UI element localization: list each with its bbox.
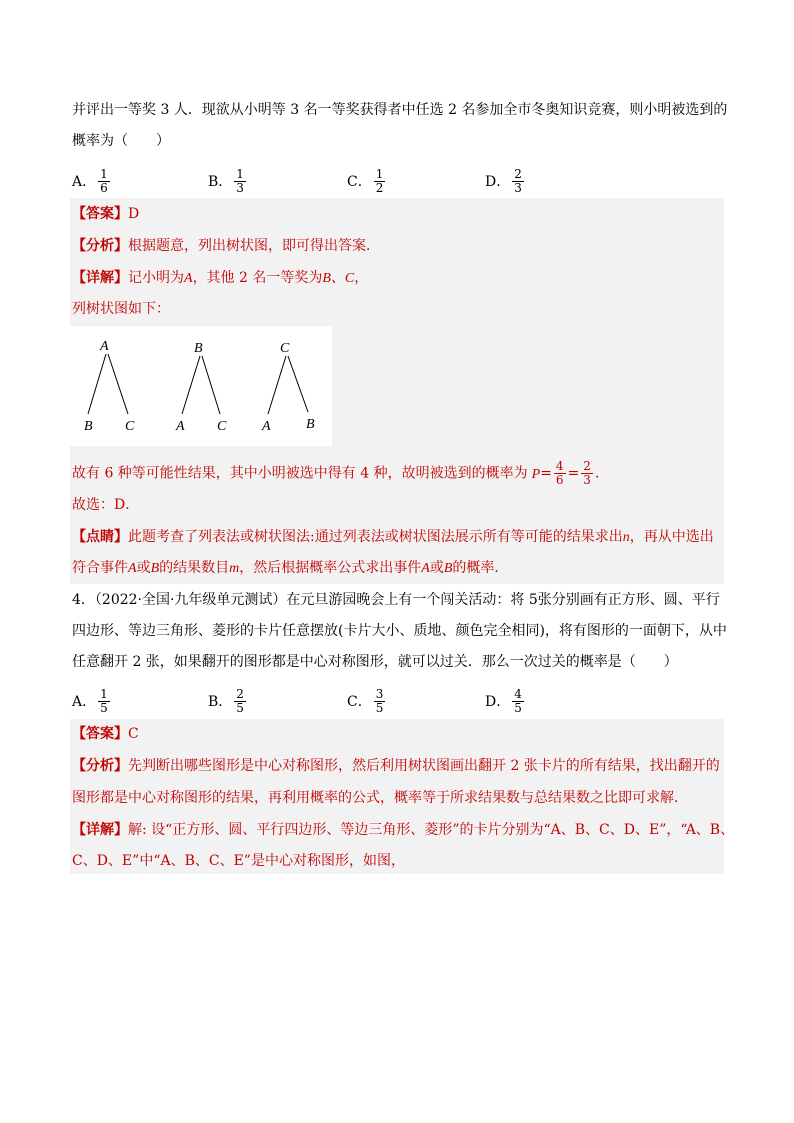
fraction: $\frac{1}{2}$ [375,167,384,195]
q3-comment-line1: 【点睛】此题考查了列表法或树状图法:通过列表法或树状图法展示所有等可能的结果求出n，再从中选出 [72,529,714,545]
fraction: $\frac{2}{5}$ [236,687,244,715]
fraction: $\frac{2}{3}$ [583,459,591,487]
q3-stem-line2: 概率为（ ） [72,133,170,149]
q3-analysis: 【分析】根据题意，列出树状图，即可得出答案． [72,238,380,254]
q4-detail-line2: C、D、E”中“A、B、C、E”是中心对称图形，如图， [72,853,405,869]
q3-tree-intro: 列树状图如下： [72,301,170,317]
fraction: $\frac{4}{5}$ [514,687,522,715]
q4-stem-line1: 4．（2022·全国·九年级单元测试）在元旦游园晚会上有一个闯关活动：将 5张分别画有正方形、圆、平行 [72,592,720,608]
q4-answer: 【答案】C [72,726,139,742]
tree-2-left: A [176,419,185,434]
q4-detail-line1: 【详解】解: 设“正方形、圆、平行四边形、等边三角形、菱形”的卡片分别为“A、B、C、D、E”，“A、B、 [72,822,735,838]
q3-stem-line1: 并评出一等奖 3 人．现欲从小明等 3 名一等奖获得者中任选 2 名参加全市冬奥知识竞赛，则小明被选到的 [72,102,728,118]
fraction: $\frac{4}{6}$ [555,459,564,487]
tree-3-right: B [306,417,315,432]
q3-option-b: B． $\frac{1}{3}$ [208,167,244,195]
q4-option-a: A． $\frac{1}{5}$ [72,687,108,715]
tree-1-root: A [100,339,109,354]
tree-2 [175,341,227,434]
tree-diagram [70,326,332,446]
q3-detail: 【详解】记小明为A，其他 2 名一等奖为B、C， [72,270,369,286]
fraction: $\frac{1}{3}$ [236,167,244,195]
q4-option-d: D． $\frac{4}{5}$ [485,687,522,715]
tree-2-right: C [217,419,227,434]
tree-1-right: C [125,419,135,434]
fraction: $\frac{3}{5}$ [375,687,384,715]
fraction: $\frac{1}{5}$ [100,687,108,715]
fraction: $\frac{2}{3}$ [514,167,522,195]
q4-stem-line3: 任意翻开 2 张，如果翻开的图形都是中心对称图形，就可以过关．那么一次过关的概率是（ ） [72,654,678,670]
tree-3-left: A [262,419,271,434]
q3-option-c: C． $\frac{1}{2}$ [347,167,384,195]
q4-option-c: C． $\frac{3}{5}$ [347,687,384,715]
tree-3-root: C [280,341,290,356]
tree-2-root: B [194,341,203,356]
q4-analysis-line1: 【分析】先判断出哪些图形是中心对称图形，然后利用树状图画出翻开 2 张卡片的所有结果，找出翻开的 [72,758,720,774]
q3-comment-line2: 符合事件A或B的结果数目m，然后根据概率公式求出事件A或B的概率． [72,560,509,576]
tree-3 [261,341,315,434]
q3-option-d: D． $\frac{2}{3}$ [485,167,522,195]
q3-result: 故有 6 种等可能性结果，其中小明被选中得有 4 种，故明被选到的概率为 P= $\frac{4}{6}$ = $\frac{2}{3}$ ． [72,459,609,487]
q3-answer: 【答案】D [72,206,140,222]
fraction: $\frac{1}{6}$ [100,167,108,195]
tree-1-left: B [84,419,93,434]
q3-choose: 故选：D． [72,497,140,513]
q4-stem-line2: 四边形、等边三角形、菱形的卡片任意摆放(卡片大小、质地、颜色完全相同)，将有图形的一面朝下，从中 [72,623,727,639]
q4-analysis-line2: 图形都是中心对称图形的结果，再利用概率的公式，概率等于所求结果数与总结果数之比即可求解． [72,790,688,806]
q4-option-b: B． $\frac{2}{5}$ [208,687,244,715]
tree-diagram-svg [70,326,332,446]
tree-1 [84,339,135,434]
q3-option-a: A． $\frac{1}{6}$ [72,167,108,195]
